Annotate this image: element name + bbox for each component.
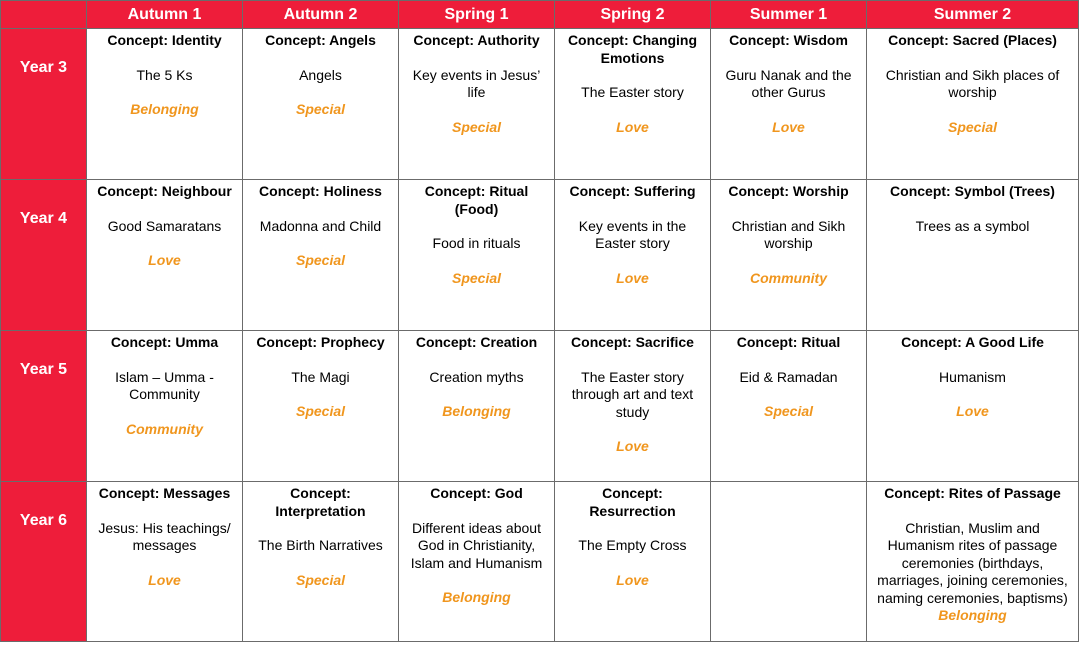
unit-cell bbox=[555, 331, 711, 482]
unit-cell bbox=[399, 180, 555, 331]
topic-text: The 5 Ks bbox=[136, 66, 193, 83]
theme-label: Special bbox=[451, 118, 502, 135]
header-spring-2: Spring 2 bbox=[555, 1, 711, 29]
concept-label: Concept: Identity bbox=[107, 32, 222, 48]
concept-label: Concept: Resurrection bbox=[589, 485, 676, 519]
theme-label: Love bbox=[956, 403, 989, 419]
unit-cell bbox=[87, 29, 243, 180]
unit-cell bbox=[555, 29, 711, 180]
concept-label: Concept: Worship bbox=[728, 183, 849, 199]
unit-cell bbox=[243, 180, 399, 331]
table-row-year-3 bbox=[1, 29, 1079, 180]
unit-cell bbox=[867, 482, 1079, 642]
topic-text: Key events in the Easter story bbox=[578, 217, 687, 251]
concept-label: Concept: Sacrifice bbox=[571, 334, 694, 350]
concept-label: Concept: Authority bbox=[413, 32, 540, 48]
theme-label: Special bbox=[295, 403, 346, 419]
table-row-year-6 bbox=[1, 482, 1079, 642]
theme-label: Special bbox=[947, 118, 998, 135]
unit-cell bbox=[87, 331, 243, 482]
theme-label: Special bbox=[295, 252, 346, 268]
concept-label: Concept: Messages bbox=[98, 485, 231, 501]
topic-text: Key events in Jesus’ life bbox=[412, 66, 541, 100]
theme-label: Belonging bbox=[130, 101, 199, 117]
concept-label: Concept: Wisdom bbox=[729, 32, 848, 48]
theme-label: Love bbox=[616, 269, 649, 286]
topic-text: Madonna and Child bbox=[259, 217, 382, 234]
theme-label: Love bbox=[148, 252, 181, 268]
topic-text: Trees as a symbol bbox=[915, 217, 1030, 234]
header-summer-1: Summer 1 bbox=[711, 1, 867, 29]
topic-text: Jesus: His teachings/ messages bbox=[98, 519, 231, 553]
unit-cell bbox=[711, 29, 867, 180]
unit-cell bbox=[243, 482, 399, 642]
topic-text: The Empty Cross bbox=[578, 537, 687, 553]
theme-label: Love bbox=[772, 118, 805, 135]
theme-label: Community bbox=[126, 420, 203, 437]
topic-text: Christian and Sikh places of worship bbox=[885, 66, 1060, 100]
concept-label: Concept: Rites of Passage bbox=[884, 485, 1061, 501]
theme-label: Special bbox=[295, 571, 346, 588]
header-autumn-2: Autumn 2 bbox=[243, 1, 399, 29]
theme-label: Belonging bbox=[938, 607, 1007, 623]
topic-text: Angels bbox=[299, 66, 342, 83]
theme-label: Love bbox=[148, 571, 181, 588]
concept-label: Concept: Interpretation bbox=[275, 485, 366, 519]
theme-label: Special bbox=[451, 269, 502, 286]
year-label: Year 5 bbox=[1, 331, 87, 482]
topic-text: Food in rituals bbox=[432, 235, 521, 251]
concept-label: Concept: Symbol (Trees) bbox=[890, 183, 1055, 199]
concept-label: Concept: Suffering bbox=[569, 183, 696, 199]
theme-label: Love bbox=[616, 571, 649, 588]
empty-unit-cell bbox=[711, 482, 867, 642]
unit-cell bbox=[243, 331, 399, 482]
theme-label: Special bbox=[295, 101, 346, 117]
concept-label: Concept: God bbox=[430, 485, 523, 501]
header-autumn-1: Autumn 1 bbox=[87, 1, 243, 29]
header-summer-2: Summer 2 bbox=[867, 1, 1079, 29]
topic-text: Guru Nanak and the other Gurus bbox=[725, 66, 852, 100]
concept-label: Concept: Umma bbox=[110, 334, 219, 350]
concept-label: Concept: Holiness bbox=[259, 183, 382, 199]
unit-cell bbox=[87, 180, 243, 331]
concept-label: Concept: Neighbour bbox=[97, 183, 232, 199]
concept-label: Concept: Prophecy bbox=[256, 334, 385, 350]
unit-cell bbox=[399, 29, 555, 180]
unit-cell bbox=[399, 482, 555, 642]
year-label: Year 6 bbox=[1, 482, 87, 642]
unit-cell bbox=[867, 331, 1079, 482]
topic-text: Different ideas about God in Christianity, Islam and Humanism bbox=[410, 519, 543, 571]
theme-label: Special bbox=[763, 403, 814, 419]
unit-cell bbox=[243, 29, 399, 180]
corner-cell bbox=[1, 1, 87, 29]
topic-text: The Magi bbox=[291, 368, 350, 385]
table-row-year-4 bbox=[1, 180, 1079, 331]
topic-text: The Easter story through art and text study bbox=[571, 368, 694, 420]
concept-label: Concept: Ritual (Food) bbox=[424, 183, 529, 217]
concept-label: Concept: Sacred (Places) bbox=[888, 32, 1057, 48]
theme-label: Belonging bbox=[442, 403, 511, 419]
topic-text: Humanism bbox=[939, 368, 1006, 385]
theme-label: Love bbox=[616, 118, 649, 135]
topic-text: Creation myths bbox=[429, 368, 524, 385]
theme-label: Belonging bbox=[442, 589, 511, 605]
unit-cell bbox=[867, 29, 1079, 180]
header-row bbox=[1, 1, 1079, 29]
year-label: Year 4 bbox=[1, 180, 87, 331]
concept-label: Concept: Angels bbox=[265, 32, 376, 48]
topic-text: Good Samaratans bbox=[107, 217, 222, 234]
unit-cell bbox=[399, 331, 555, 482]
concept-label: Concept: Creation bbox=[415, 334, 538, 350]
year-label: Year 3 bbox=[1, 29, 87, 180]
topic-text: Christian, Muslim and Humanism rites of passage ceremonies (birthdays, marriages, joining ceremonies, naming ceremonies, baptisms) bbox=[877, 519, 1068, 606]
concept-label: Concept: A Good Life bbox=[901, 334, 1044, 350]
concept-label: Concept: Changing Emotions bbox=[567, 32, 698, 66]
unit-cell bbox=[555, 180, 711, 331]
header-spring-1: Spring 1 bbox=[399, 1, 555, 29]
topic-text: The Easter story bbox=[581, 84, 684, 100]
unit-cell bbox=[87, 482, 243, 642]
table-row-year-5 bbox=[1, 331, 1079, 482]
topic-text: Eid & Ramadan bbox=[739, 368, 838, 385]
unit-cell bbox=[711, 331, 867, 482]
topic-text: Christian and Sikh worship bbox=[731, 217, 846, 251]
unit-cell bbox=[711, 180, 867, 331]
unit-cell bbox=[555, 482, 711, 642]
topic-text: The Birth Narratives bbox=[258, 537, 383, 553]
concept-label: Concept: Ritual bbox=[736, 334, 841, 350]
unit-cell bbox=[867, 180, 1079, 331]
theme-label: Love bbox=[616, 438, 649, 454]
topic-text: Islam – Umma - Community bbox=[115, 368, 214, 402]
theme-label: Community bbox=[750, 269, 827, 286]
